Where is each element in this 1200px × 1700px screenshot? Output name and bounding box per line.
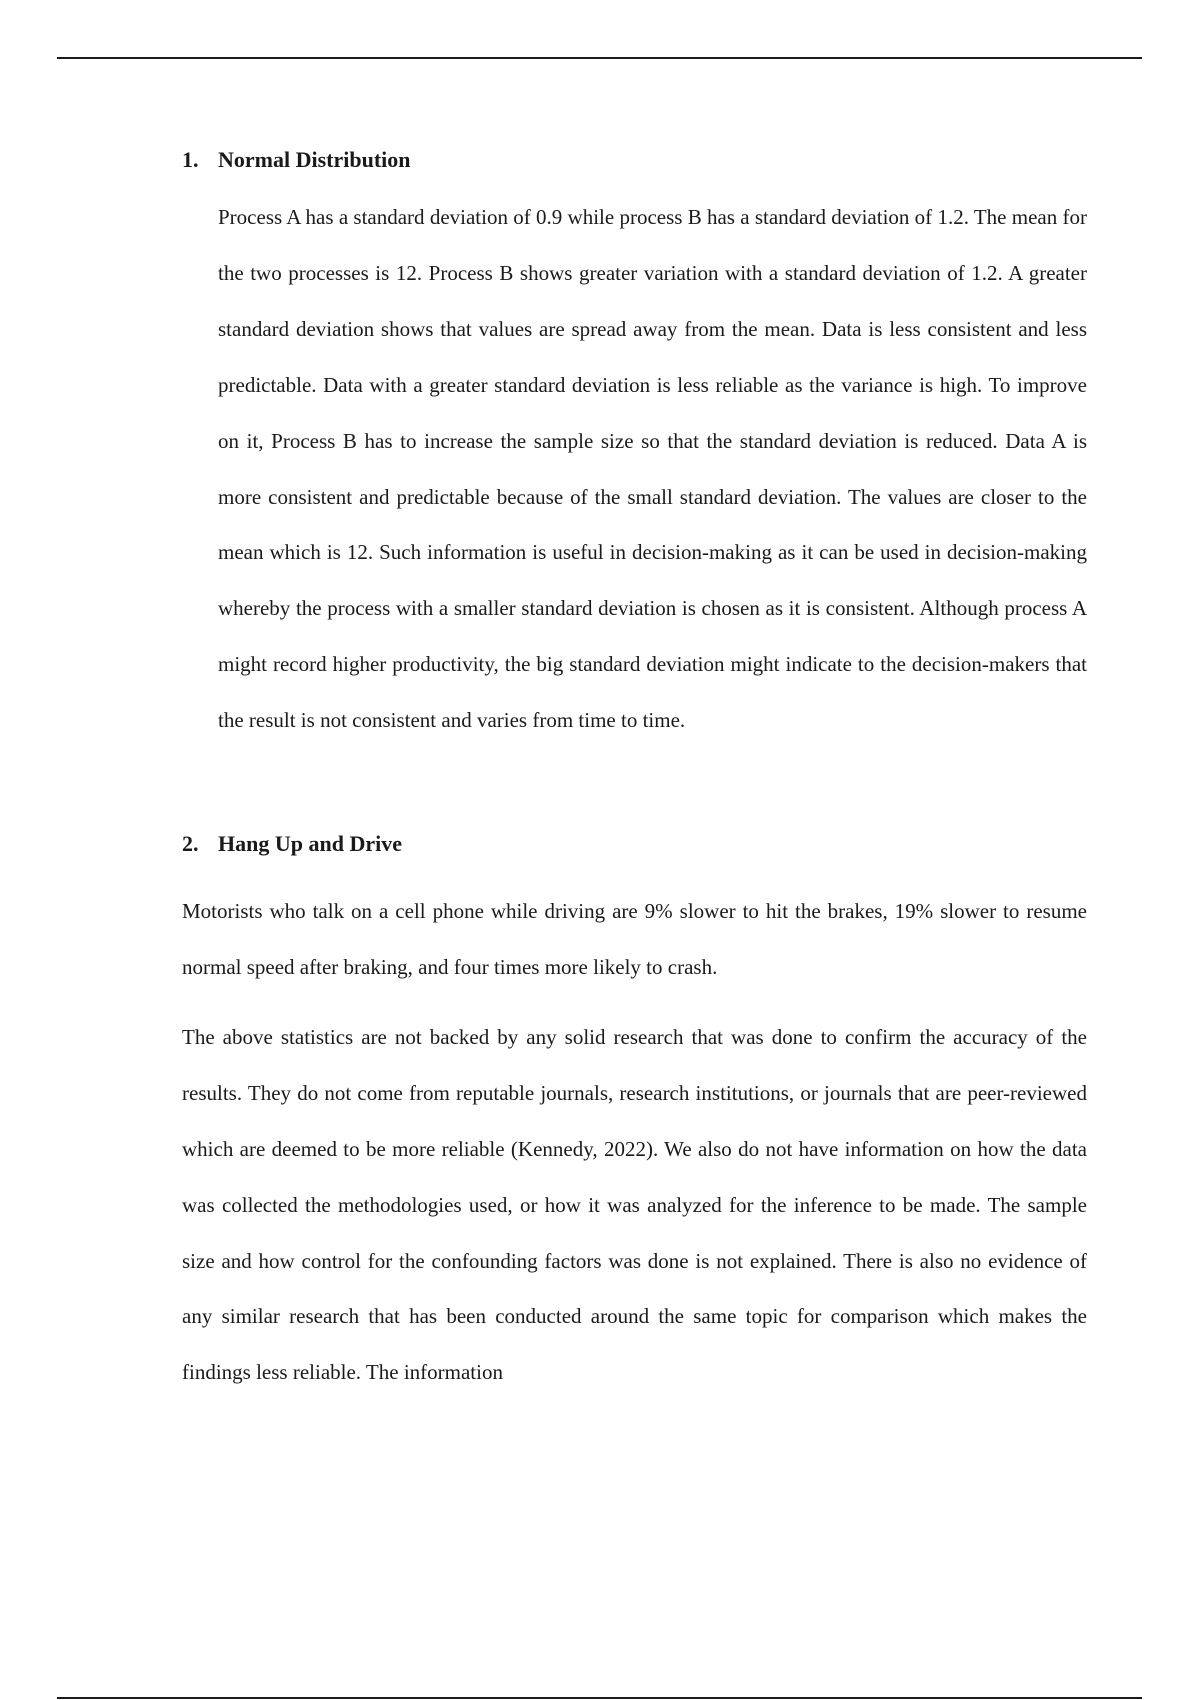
section-heading-normal-distribution <box>182 142 1087 178</box>
paragraph-normal-distribution: Process A has a standard deviation of 0.9 while process B has a standard deviation of 1.2. The mean for the two processes is 12. Process B shows greater variation with a standard deviation of 1.2. A greater standard deviation shows that values are spread away from the mean. Data is less consistent and less predictable. Data with a greater standard deviation is less reliable as the variance is high. To improve on it, Process B has to increase the sample size so that the standard deviation is reduced. Data A is more consistent and predictable because of the small standard deviation. The values are closer to the mean which is 12. Such information is useful in decision-making as it can be used in decision-making whereby the process with a smaller standard deviation is chosen as it is consistent. Although process A might record higher productivity, the big standard deviation might indicate to the decision-makers that the result is not consistent and varies from time to time. <box>218 205 1087 733</box>
paragraph-statistic-quote: Motorists who talk on a cell phone while driving are 9% slower to hit the brakes, 19% slower to resume normal speed after braking, and four times more likely to crash. <box>182 899 1087 979</box>
footer-rule <box>57 1697 1142 1699</box>
section-title: Normal Distribution <box>218 147 411 172</box>
section-number: 1. <box>182 147 199 172</box>
section-number: 2. <box>182 831 199 857</box>
document-body <box>182 142 1087 1401</box>
header-rule <box>57 57 1142 59</box>
section-title: Hang Up and Drive <box>218 831 402 857</box>
paragraph-critique: The above statistics are not backed by any solid research that was done to confirm the accuracy of the results. They do not come from reputable journals, research institutions, or journals that are peer-reviewed which are deemed to be more reliable (Kennedy, 2022). We also do not have information on how the data was collected the methodologies used, or how it was analyzed for the inference to be made. The sample size and how control for the confounding factors was done is not explained. There is also no evidence of any similar research that has been conducted around the same topic for comparison which makes the findings less reliable. The information <box>182 1024 1087 1385</box>
section-heading-hang-up-and-drive <box>182 826 1087 862</box>
